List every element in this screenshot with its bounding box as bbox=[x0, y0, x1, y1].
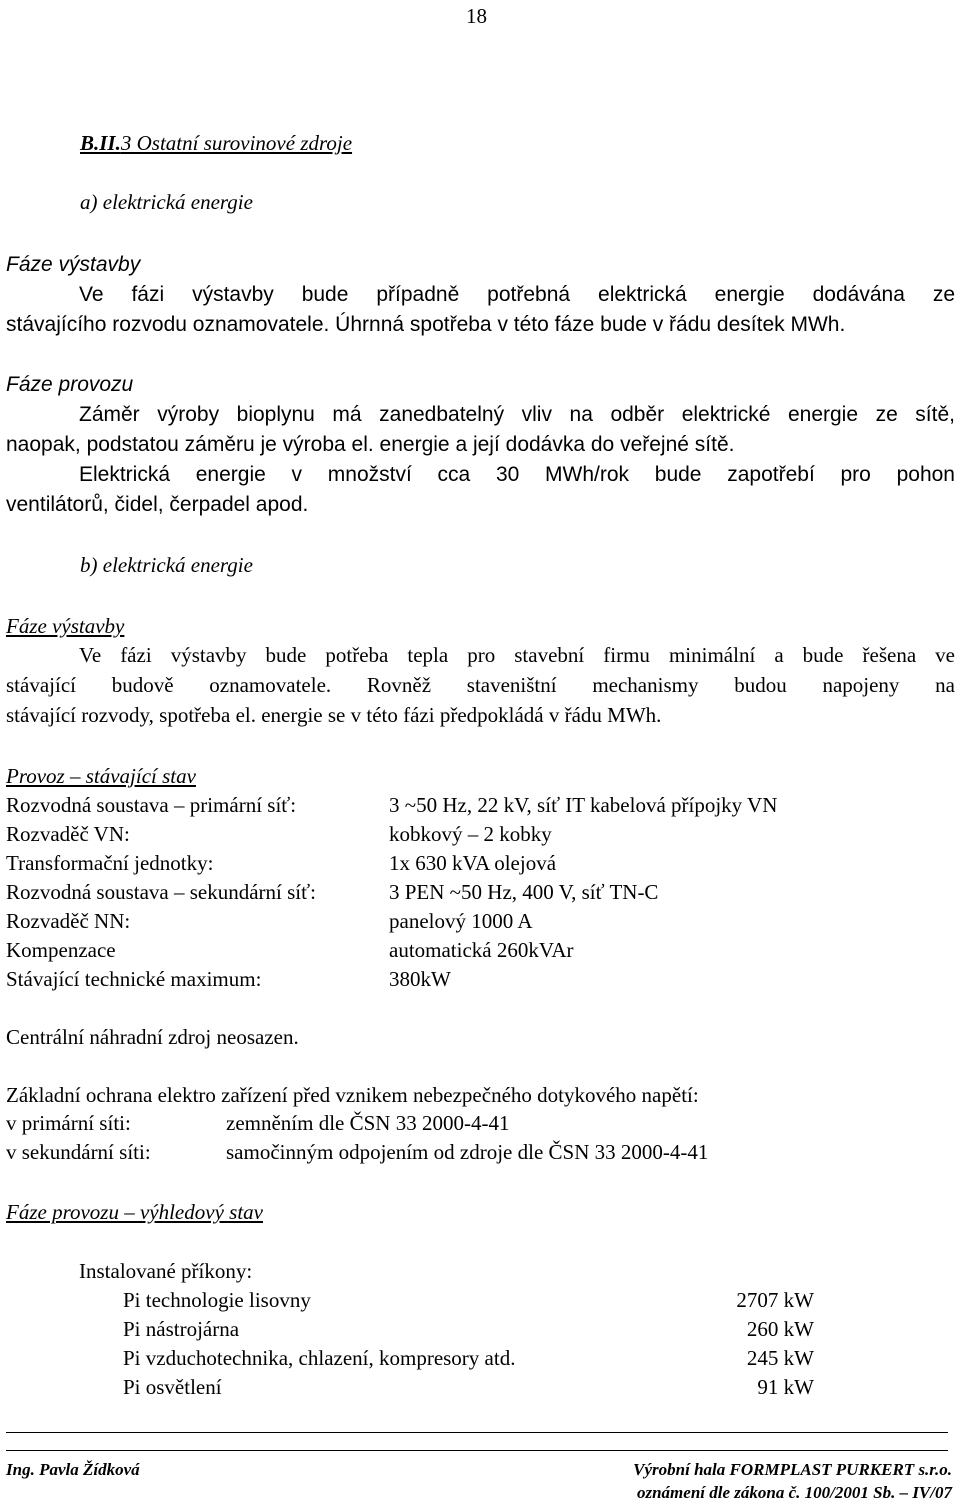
installed-power-row-label: Pi technologie lisovny bbox=[123, 1288, 311, 1312]
protection-row-label: v primární síti: bbox=[6, 1111, 131, 1135]
current-state-row-value: panelový 1000 A bbox=[389, 909, 533, 933]
part-a-operation-line2: naopak, podstatou záměru je výroba el. energie a její dodávka do veřejné sítě. bbox=[6, 433, 735, 456]
current-state-row-value: 1x 630 kVA olejová bbox=[389, 851, 557, 875]
footer-rule-top bbox=[6, 1432, 948, 1433]
part-a-heading: a) elektrická energie bbox=[80, 190, 253, 214]
current-state-row-value: 3 PEN ~50 Hz, 400 V, síť TN-C bbox=[389, 880, 659, 904]
outlook-label: Fáze provozu – výhledový stav bbox=[6, 1200, 263, 1224]
installed-power-row-label: Pi osvětlení bbox=[123, 1375, 222, 1399]
footer-project: Výrobní hala FORMPLAST PURKERT s.r.o. bbox=[633, 1460, 952, 1479]
part-a-construction-line1: Ve fázi výstavby bude případně potřebná elektrická energie dodávána ze bbox=[79, 283, 955, 306]
current-state-row-value: automatická 260kVAr bbox=[389, 938, 574, 962]
part-b-construction-label: Fáze výstavby bbox=[6, 614, 125, 638]
part-a-operation-line4: ventilátorů, čidel, čerpadel apod. bbox=[6, 493, 309, 516]
installed-power-row-value: 260 kW bbox=[746, 1317, 814, 1341]
protection-row-label: v sekundární síti: bbox=[6, 1140, 151, 1164]
current-state-label: Provoz – stávající stav bbox=[6, 764, 196, 788]
current-state-row-value: 380kW bbox=[389, 967, 451, 991]
backup-source-text: Centrální náhradní zdroj neosazen. bbox=[6, 1025, 299, 1049]
part-a-construction-label: Fáze výstavby bbox=[6, 253, 141, 276]
current-state-row-label: Rozvaděč NN: bbox=[6, 909, 131, 933]
current-state-row-label: Stávající technické maximum: bbox=[6, 967, 262, 991]
current-state-row-label: Transformační jednotky: bbox=[6, 851, 214, 875]
current-state-row-value: kobkový – 2 kobky bbox=[389, 822, 552, 846]
part-b-construction-line3: stávající rozvody, spotřeba el. energie se v této fázi předpokládá v řádu MWh. bbox=[6, 703, 662, 727]
current-state-row-label: Kompenzace bbox=[6, 938, 116, 962]
part-a-operation-label: Fáze provozu bbox=[6, 373, 134, 396]
section-title bbox=[80, 131, 352, 156]
installed-power-row-value: 245 kW bbox=[746, 1346, 814, 1370]
installed-power-row-value: 91 kW bbox=[757, 1375, 814, 1399]
protection-heading: Základní ochrana elektro zařízení před vznikem nebezpečného dotykového napětí: bbox=[6, 1083, 699, 1107]
installed-power-row-value: 2707 kW bbox=[736, 1288, 814, 1312]
part-a-construction-line2: stávajícího rozvodu oznamovatele. Úhrnná spotřeba v této fáze bude v řádu desítek MWh. bbox=[6, 313, 846, 336]
installed-power-row-label: Pi vzduchotechnika, chlazení, kompresory atd. bbox=[123, 1346, 516, 1370]
footer-rule-bottom bbox=[6, 1450, 948, 1451]
part-a-operation-line1: Záměr výroby bioplynu má zanedbatelný vliv na odběr elektrické energie ze sítě, bbox=[79, 403, 955, 426]
installed-power-label: Instalované příkony: bbox=[79, 1259, 253, 1283]
part-b-construction-line2: stávající budově oznamovatele. Rovněž staveništní mechanismy budou napojeny na bbox=[6, 673, 955, 697]
installed-power-row-label: Pi nástrojárna bbox=[123, 1317, 240, 1341]
footer-notice: oznámení dle zákona č. 100/2001 Sb. – IV/07 bbox=[636, 1483, 952, 1502]
part-b-construction-line1: Ve fázi výstavby bude potřeba tepla pro stavební firmu minimální a bude řešena ve bbox=[79, 643, 955, 667]
current-state-row-label: Rozvaděč VN: bbox=[6, 822, 130, 846]
current-state-row-value: 3 ~50 Hz, 22 kV, síť IT kabelová přípojky VN bbox=[389, 793, 778, 817]
footer-author: Ing. Pavla Žídková bbox=[6, 1460, 140, 1479]
protection-row-value: samočinným odpojením od zdroje dle ČSN 33 2000-4-41 bbox=[226, 1140, 709, 1164]
current-state-row-label: Rozvodná soustava – sekundární síť: bbox=[6, 880, 316, 904]
section-title-rest: 3 Ostatní surovinové zdroje bbox=[120, 131, 353, 155]
part-b-heading: b) elektrická energie bbox=[80, 553, 253, 577]
part-a-operation-line3: Elektrická energie v množství cca 30 MWh/rok bude zapotřebí pro pohon bbox=[79, 463, 955, 486]
page-number: 18 bbox=[466, 4, 487, 28]
protection-row-value: zemněním dle ČSN 33 2000-4-41 bbox=[226, 1111, 510, 1135]
current-state-row-label: Rozvodná soustava – primární síť: bbox=[6, 793, 297, 817]
section-title-prefix: B.II. bbox=[80, 131, 121, 155]
